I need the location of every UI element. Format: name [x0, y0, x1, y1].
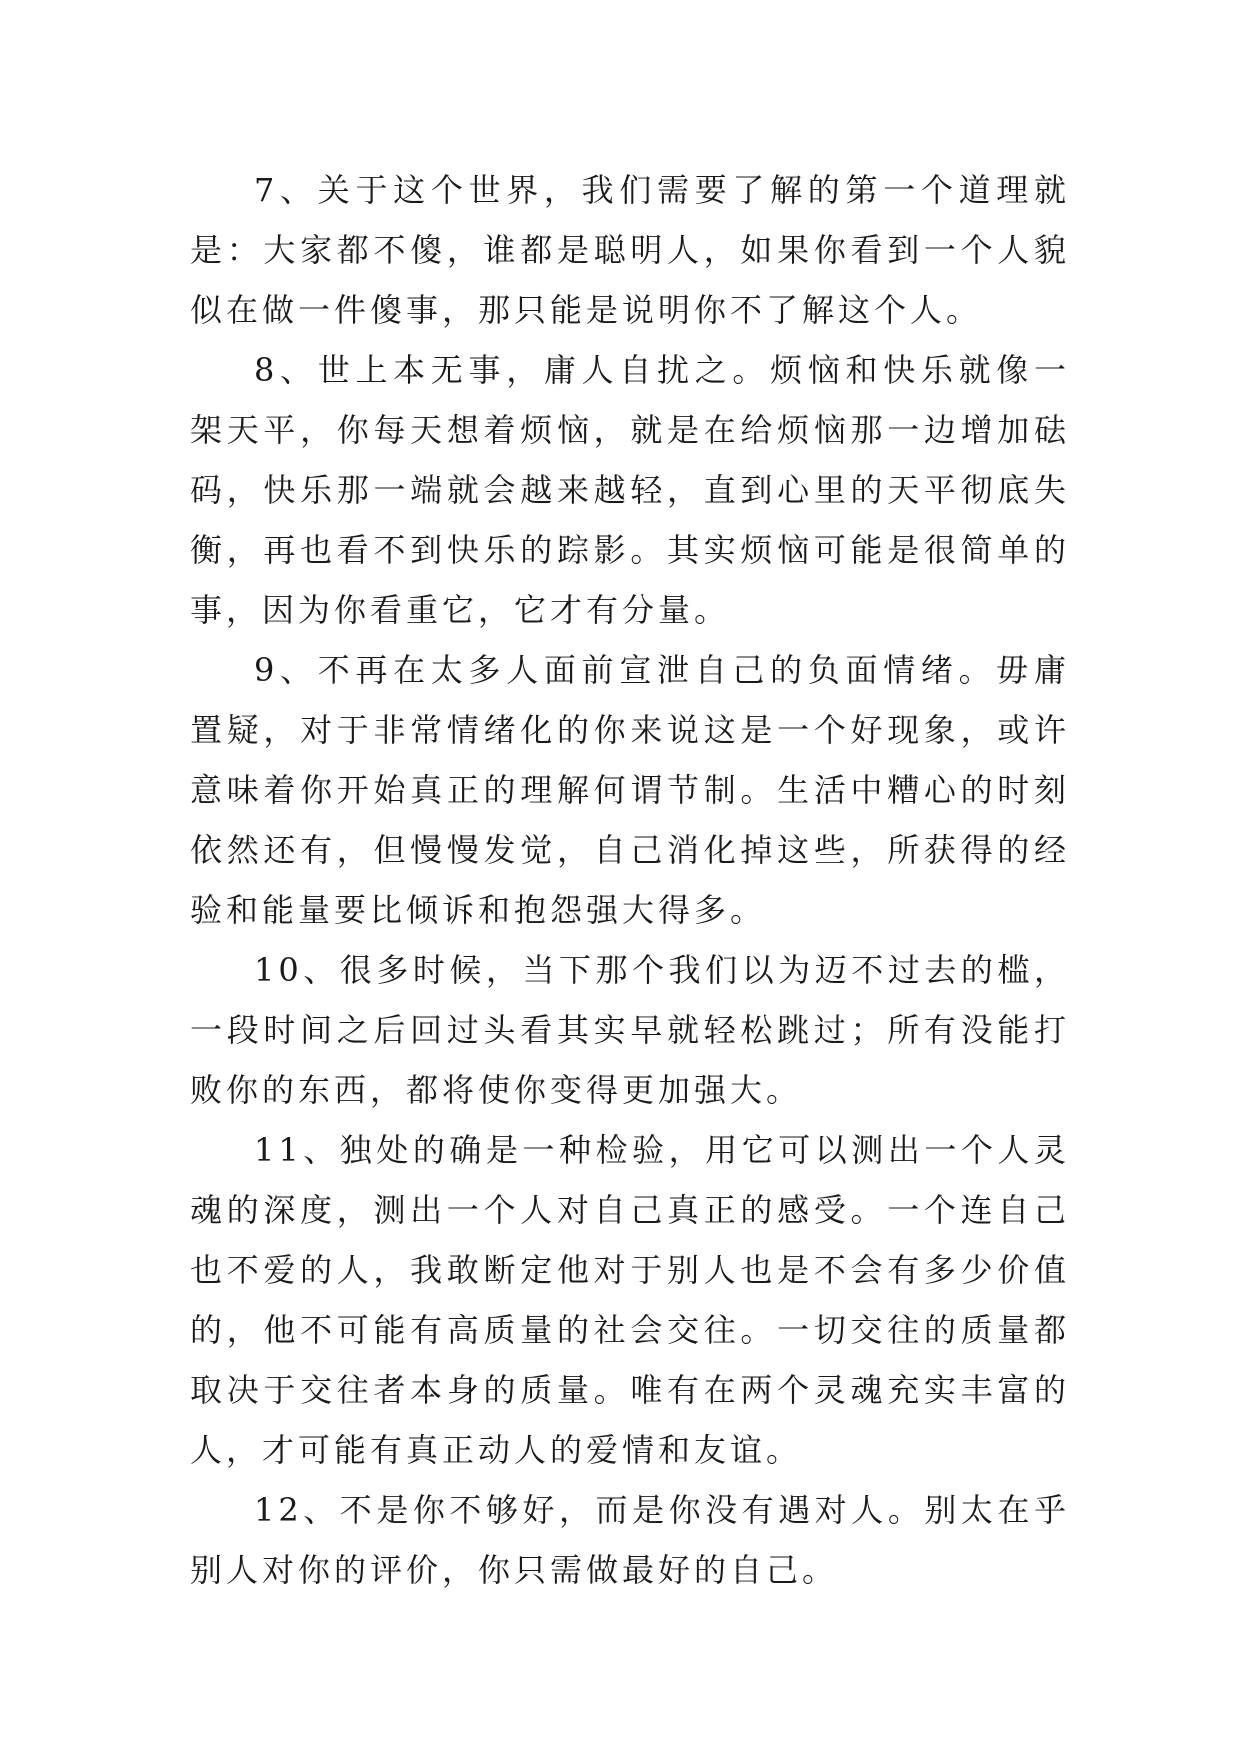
document-body	[190, 160, 1070, 1600]
paragraph-7: 7、关于这个世界，我们需要了解的第一个道理就是：大家都不傻，谁都是聪明人，如果你看到一个人貌似在做一件傻事，那只能是说明你不了解这个人。	[190, 171, 1070, 329]
paragraph-8: 8、世上本无事，庸人自扰之。烦恼和快乐就像一架天平，你每天想着烦恼，就是在给烦恼那一边增加砝码，快乐那一端就会越来越轻，直到心里的天平彻底失衡，再也看不到快乐的踪影。其实烦恼可能是很简单的事，因为你看重它，它才有分量。	[190, 351, 1070, 629]
paragraph-9: 9、不再在太多人面前宣泄自己的负面情绪。毋庸置疑，对于非常情绪化的你来说这是一个好现象，或许意味着你开始真正的理解何谓节制。生活中糟心的时刻依然还有，但慢慢发觉，自己消化掉这些，所获得的经验和能量要比倾诉和抱怨强大得多。	[190, 651, 1070, 929]
paragraph-11: 11、独处的确是一种检验，用它可以测出一个人灵魂的深度，测出一个人对自己真正的感受。一个连自己也不爱的人，我敢断定他对于别人也是不会有多少价值的，他不可能有高质量的社会交往。一切交往的质量都取决于交往者本身的质量。唯有在两个灵魂充实丰富的人，才可能有真正动人的爱情和友谊。	[190, 1131, 1070, 1469]
paragraph-10: 10、很多时候，当下那个我们以为迈不过去的槛，一段时间之后回过头看其实早就轻松跳过；所有没能打败你的东西，都将使你变得更加强大。	[190, 951, 1070, 1109]
paragraph-12: 12、不是你不够好，而是你没有遇对人。别太在乎别人对你的评价，你只需做最好的自己。	[190, 1491, 1070, 1589]
